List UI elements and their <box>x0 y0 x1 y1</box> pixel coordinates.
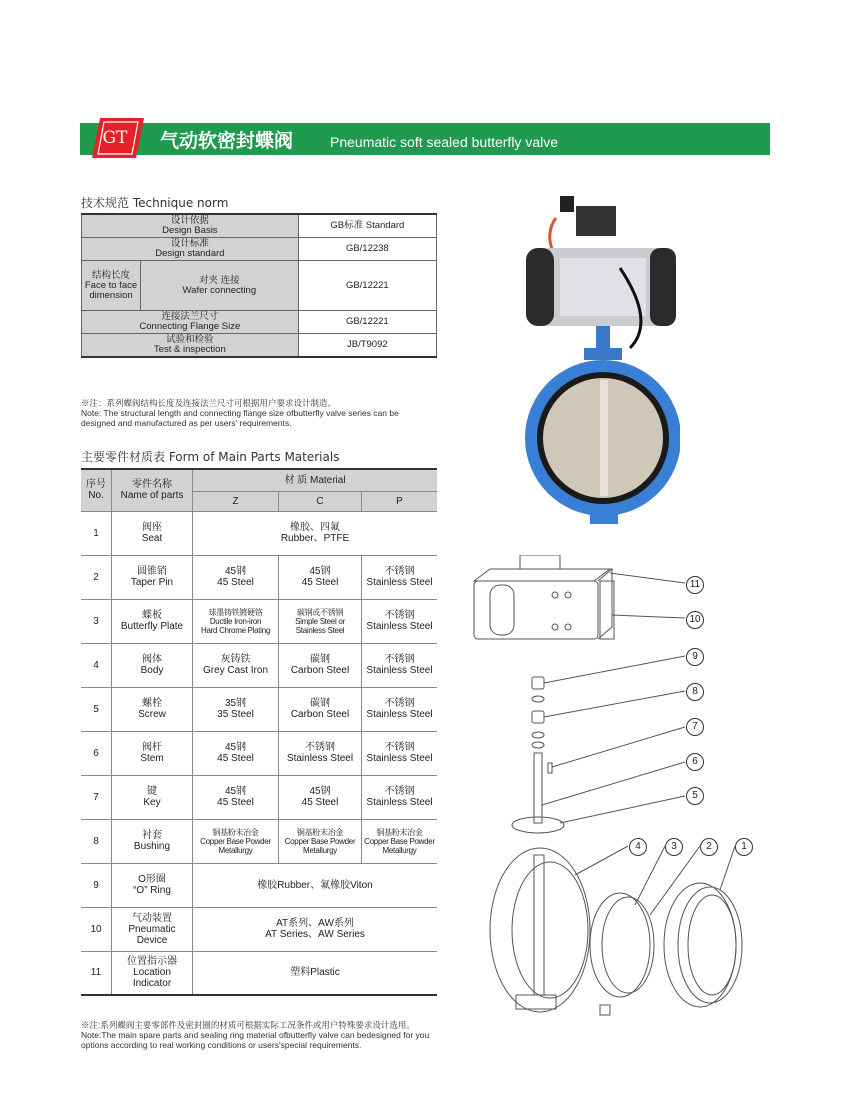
cell-name <box>112 511 193 555</box>
table-row <box>81 555 437 599</box>
part-name-cn: 螺栓 <box>142 698 162 709</box>
callout-4: 4 <box>629 838 647 856</box>
name-cn: 零件名称 <box>132 479 172 491</box>
callout-8: 8 <box>686 683 704 701</box>
callout-5: 5 <box>686 787 704 805</box>
material-line: 不锈钢 <box>384 698 415 709</box>
cell-material-z <box>193 555 279 599</box>
table-row <box>81 907 437 951</box>
cell-name <box>112 775 193 819</box>
cell-material-c <box>279 555 362 599</box>
note-cn: ※注:系列蝶阀主要零部件及密封圈的材质可根据实际工况条件或用户特殊要求设计选用。 <box>81 1020 415 1030</box>
cell-sublabel <box>141 261 299 311</box>
part-name-en: Bushing <box>133 841 171 852</box>
part-name-cn: O形圈 <box>138 874 166 885</box>
material-line: Stainless Steel <box>366 797 433 808</box>
cell-label <box>82 311 299 334</box>
cell-name <box>112 951 193 995</box>
row-number: 10 <box>90 923 102 935</box>
part-name-cn: 衬套 <box>142 830 162 841</box>
no-cn: 序号 <box>86 479 106 491</box>
cell-material-c <box>279 819 362 863</box>
table-row <box>81 951 437 995</box>
cell-no <box>81 819 112 863</box>
material-line: Ductile Iron-iron <box>209 616 262 626</box>
cell-material-c <box>279 775 362 819</box>
material-line: 不锈钢 <box>384 610 415 621</box>
material-line: Carbon Steel <box>290 665 350 676</box>
cell-value: GB/12221 <box>298 311 436 334</box>
material-line: Metallurgy <box>382 845 417 855</box>
valve-photo <box>520 188 680 528</box>
cell-material-p <box>362 775 438 819</box>
callout-2: 2 <box>700 838 718 856</box>
positioner-icon <box>576 206 616 236</box>
label-en: Face to face dimension <box>84 279 138 301</box>
part-name-en: Stem <box>140 753 164 764</box>
callout-1: 1 <box>735 838 753 856</box>
material-line: Stainless Steel <box>295 625 345 635</box>
material-line: Metallurgy <box>303 845 337 855</box>
technique-heading: 技术规范 Technique norm <box>81 196 229 210</box>
part-name-en: Body <box>140 665 164 676</box>
cell-label <box>82 214 299 238</box>
label-en: Test & inspection <box>153 344 226 355</box>
cell-material-z <box>193 775 279 819</box>
label-cn: 结构长度 <box>91 269 130 281</box>
note-en: Note:The main spare parts and sealing ring material ofbutterfly valve can bedesigned for you options according to real working conditions or users'special requirements. <box>81 1030 430 1050</box>
cell-name <box>112 599 193 643</box>
part-name-cn: 阀体 <box>142 654 162 665</box>
material-line: Metallurgy <box>218 845 253 855</box>
material-line: Stainless Steel <box>366 577 433 588</box>
material-en: Rubber、PTFE <box>280 533 350 544</box>
callout-11: 11 <box>686 576 704 594</box>
material-en: AT Series、AW Series <box>265 929 365 940</box>
part-name-cn: 气动装置 <box>132 912 172 924</box>
cell-label <box>82 334 299 358</box>
sublabel-cn: 对夹 连接 <box>199 274 240 286</box>
cell-no <box>81 599 112 643</box>
cell-no <box>81 863 112 907</box>
label-cn: 连接法兰尺寸 <box>161 311 219 322</box>
cell-material-c <box>279 687 362 731</box>
cell-material-span <box>193 907 438 951</box>
cell-no <box>81 643 112 687</box>
label-en: Connecting Flange Size <box>139 321 241 332</box>
cell-name <box>112 819 193 863</box>
part-name-en: Taper Pin <box>130 577 174 588</box>
material-line: 45 Steel <box>217 797 254 808</box>
material-line: 不锈钢 <box>384 786 415 797</box>
material-line: 碳钢或不锈钢 <box>296 607 344 617</box>
cell-label <box>82 261 141 311</box>
exploded-diagram <box>460 555 770 1025</box>
cell-material-p <box>362 731 438 775</box>
table-row <box>82 311 437 334</box>
material-line: Stainless Steel <box>366 665 433 676</box>
name-en: Name of parts <box>120 490 184 502</box>
header-p: P <box>362 491 438 511</box>
material-line: Copper Base Powder <box>200 836 271 846</box>
header-material: 材 质 Material <box>193 469 438 491</box>
material-line: 35 Steel <box>217 709 254 720</box>
label-cn: 试验和检验 <box>166 334 214 345</box>
part-name-en: “O” Ring <box>133 885 171 896</box>
cell-name <box>112 863 193 907</box>
material-line: Copper Base Powder <box>284 836 356 846</box>
material-line: 45钢 <box>224 786 247 797</box>
cell-no <box>81 555 112 599</box>
cell-material-c <box>279 643 362 687</box>
material-line: 45钢 <box>309 786 331 797</box>
cell-name <box>112 687 193 731</box>
cell-name <box>112 643 193 687</box>
material-line: 45钢 <box>224 742 247 753</box>
cell-name <box>112 555 193 599</box>
material-line: 45 Steel <box>301 797 339 808</box>
material-line: 不锈钢 <box>384 566 415 577</box>
cell-material-z <box>193 643 279 687</box>
cell-material-span <box>193 511 438 555</box>
material-cn: 塑料Plastic <box>290 967 340 979</box>
part-name-cn: 阀座 <box>142 522 162 533</box>
material-line: Carbon Steel <box>290 709 350 720</box>
material-line: 不锈钢 <box>384 654 415 665</box>
sublabel-en: Wafer connecting <box>182 284 257 296</box>
part-name-en: Screw <box>138 709 166 720</box>
material-line: Stainless Steel <box>366 753 433 764</box>
material-line: Stainless Steel <box>366 709 433 720</box>
note-cn: ※注：系列蝶阀结构长度及连接法兰尺寸可根据用户要求设计制造。 <box>81 398 337 408</box>
cell-no <box>81 775 112 819</box>
cell-value: GB/12238 <box>298 238 436 261</box>
row-number: 3 <box>93 615 99 627</box>
part-name-en: Butterfly Plate <box>120 621 184 632</box>
no-en: No. <box>88 490 104 502</box>
material-line: Copper Base Powder <box>364 836 435 846</box>
cell-material-p <box>362 687 438 731</box>
material-line: Grey Cast Iron <box>202 665 269 676</box>
cell-material-p <box>362 643 438 687</box>
material-line: Simple Steel or <box>295 616 345 626</box>
header-z: Z <box>193 491 279 511</box>
material-line: 灰铸铁 <box>220 654 251 665</box>
material-line: 45 Steel <box>217 753 254 764</box>
row-number: 7 <box>93 791 99 803</box>
material-line: 铜基粉末冶金 <box>376 827 423 837</box>
material-line: 35钢 <box>224 698 247 709</box>
label-en: Design Basis <box>162 225 218 236</box>
cell-material-p <box>362 819 438 863</box>
title-english: Pneumatic soft sealed butterfly valve <box>330 134 559 150</box>
material-line: 碳钢 <box>310 698 330 709</box>
cell-material-z <box>193 731 279 775</box>
material-line: 不锈钢 <box>305 742 335 753</box>
callout-9: 9 <box>686 648 704 666</box>
technique-table <box>81 213 437 358</box>
materials-table <box>81 468 437 996</box>
row-number: 11 <box>90 967 102 979</box>
table-row <box>82 238 437 261</box>
cell-material-c <box>279 731 362 775</box>
badge-label: GT <box>102 128 128 148</box>
cell-no <box>81 907 112 951</box>
table-row <box>81 511 437 555</box>
part-name-cn: 键 <box>147 786 157 797</box>
cell-no <box>81 951 112 995</box>
material-line: 45 Steel <box>301 577 339 588</box>
material-line: 45 Steel <box>217 577 254 588</box>
material-line: 45钢 <box>224 566 247 577</box>
part-name-cn: 阀杆 <box>142 742 162 753</box>
cell-material-z <box>193 687 279 731</box>
row-number: 4 <box>93 659 99 671</box>
table-row <box>82 214 437 238</box>
part-name-cn: 蝶板 <box>142 610 162 621</box>
material-cn: 橡胶、四氟 <box>290 522 340 533</box>
part-name-en: Location Indicator <box>132 967 172 990</box>
materials-heading: 主要零件材质表 Form of Main Parts Materials <box>81 450 340 464</box>
row-number: 6 <box>93 747 99 759</box>
row-number: 2 <box>93 571 99 583</box>
row-number: 9 <box>93 879 99 891</box>
header-c: C <box>279 491 362 511</box>
material-line: 铜基粉末冶金 <box>296 827 344 837</box>
row-number: 1 <box>93 527 99 539</box>
material-line: 不锈钢 <box>384 742 415 753</box>
table-row <box>81 643 437 687</box>
materials-note <box>81 1020 441 1050</box>
material-cn: 橡胶Rubber、氟橡胶Viton <box>257 879 373 891</box>
technique-note <box>81 398 421 428</box>
cell-no <box>81 687 112 731</box>
table-row <box>81 731 437 775</box>
cell-name <box>112 907 193 951</box>
note-en: Note: The structural length and connecting flange size ofbutterfly valve series can be designed and manufactured as per users' requirements. <box>81 408 399 428</box>
cell-material-span <box>193 951 438 995</box>
part-name-en: Pneumatic Device <box>128 923 176 946</box>
indicator-part <box>520 555 560 569</box>
row-number: 5 <box>93 703 99 715</box>
cell-label <box>82 238 299 261</box>
table-row <box>82 261 437 311</box>
callout-3: 3 <box>665 838 683 856</box>
callout-10: 10 <box>686 611 704 629</box>
part-name-en: Seat <box>141 533 163 544</box>
label-cn: 设计标准 <box>170 238 209 249</box>
cell-value: GB/12221 <box>298 261 436 311</box>
label-en: Design standard <box>155 248 225 259</box>
cell-no <box>81 731 112 775</box>
table-row <box>81 863 437 907</box>
label-cn: 设计依据 <box>170 215 209 226</box>
cell-material-c <box>279 599 362 643</box>
cell-value: JB/T9092 <box>298 334 436 358</box>
cell-material-z <box>193 819 279 863</box>
part-name-en: Key <box>143 797 161 808</box>
table-row <box>82 334 437 358</box>
cell-name <box>112 731 193 775</box>
table-row <box>81 599 437 643</box>
material-line: 碳钢 <box>310 654 330 665</box>
title-chinese: 气动软密封蝶阀 <box>160 130 294 152</box>
callout-6: 6 <box>686 753 704 771</box>
table-row <box>81 775 437 819</box>
material-cn: AT系列、AW系列 <box>276 918 354 929</box>
cell-no <box>81 511 112 555</box>
table-row <box>81 687 437 731</box>
part-name-cn: 位置指示器 <box>127 956 177 968</box>
material-line: Stainless Steel <box>286 753 354 764</box>
material-line: 球墨铸铁镀硬铬 <box>208 607 263 617</box>
part-name-cn: 圆锥销 <box>137 566 167 577</box>
material-line: 铜基粉末冶金 <box>212 827 259 837</box>
row-number: 8 <box>93 835 99 847</box>
cell-value: GB标准 Standard <box>298 214 436 238</box>
material-line: Hard Chrome Plating <box>201 625 270 635</box>
header-row <box>81 469 437 491</box>
table-row <box>81 819 437 863</box>
cell-material-span <box>193 863 438 907</box>
callout-7: 7 <box>686 718 704 736</box>
cell-material-p <box>362 599 438 643</box>
header-no <box>81 469 112 511</box>
material-line: 45钢 <box>309 566 331 577</box>
cell-material-p <box>362 555 438 599</box>
material-line: Stainless Steel <box>366 621 433 632</box>
header-name <box>112 469 193 511</box>
cell-material-z <box>193 599 279 643</box>
